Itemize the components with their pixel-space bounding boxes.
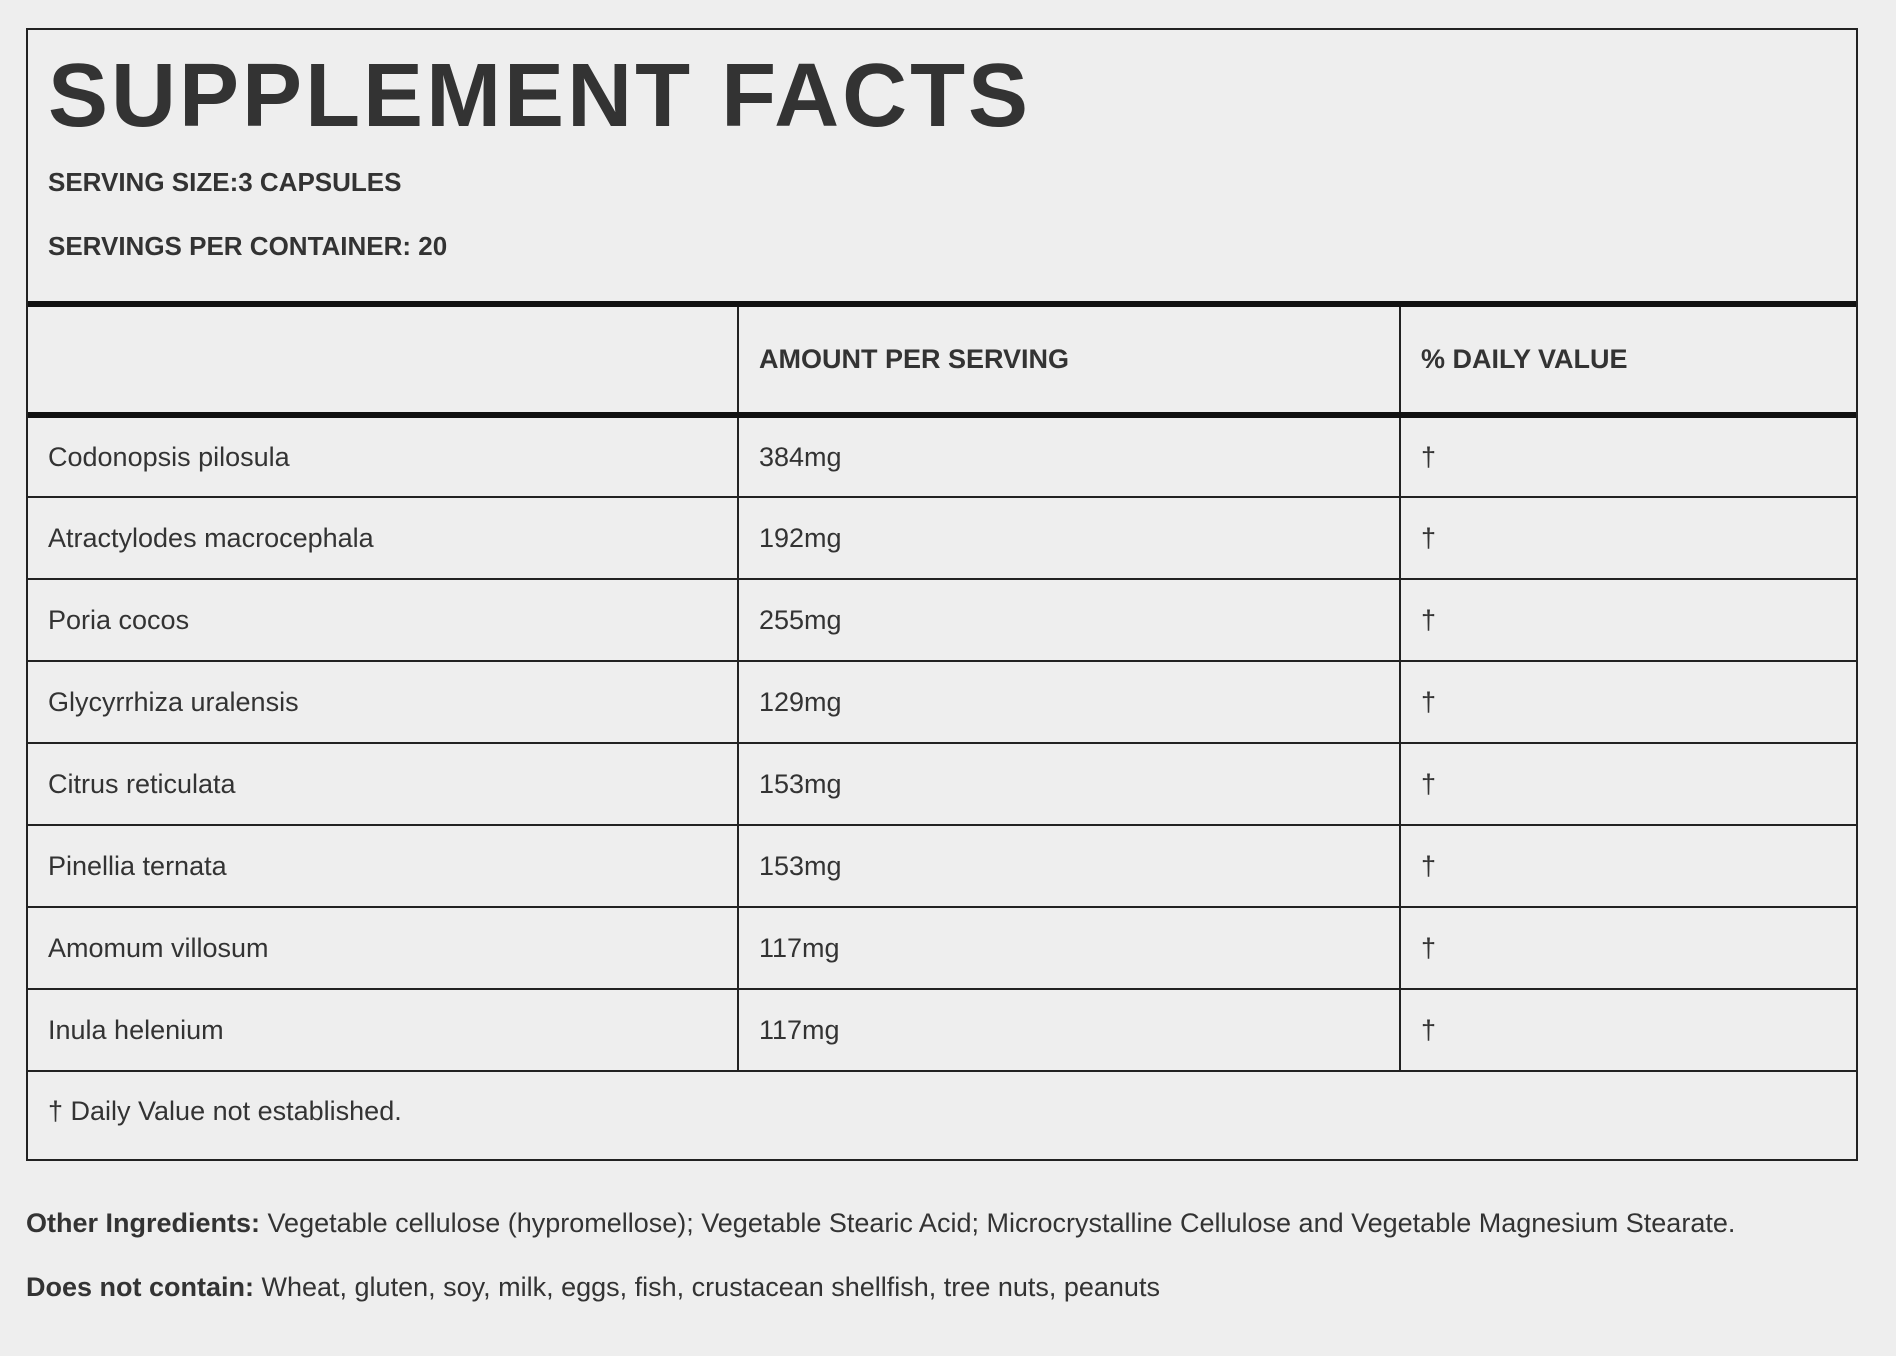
- table-row: [28, 497, 1856, 579]
- page-title: SUPPLEMENT FACTS: [48, 46, 1032, 146]
- does-not-contain-text: Wheat, gluten, soy, milk, eggs, fish, crustacean shellfish, tree nuts, peanuts: [254, 1272, 1160, 1302]
- facts-header: [28, 30, 1856, 307]
- ingredient-name: Atractylodes macrocephala: [28, 497, 738, 579]
- ingredient-name: Codonopsis pilosula: [28, 415, 738, 497]
- ingredient-name: Poria cocos: [28, 579, 738, 661]
- does-not-contain-label: Does not contain:: [26, 1272, 254, 1302]
- table-header-row: [28, 307, 1856, 415]
- footnote-row: [28, 1071, 1856, 1151]
- serving-size: SERVING SIZE:3 CAPSULES: [48, 167, 402, 197]
- ingredient-name: Amomum villosum: [28, 907, 738, 989]
- ingredient-amount: 153mg: [738, 825, 1400, 907]
- table-row: [28, 989, 1856, 1071]
- facts-table: [28, 307, 1856, 1151]
- ingredient-amount: 384mg: [738, 415, 1400, 497]
- ingredient-daily-value: †: [1400, 907, 1856, 989]
- ingredient-daily-value: †: [1400, 825, 1856, 907]
- ingredient-daily-value: †: [1400, 415, 1856, 497]
- ingredient-daily-value: †: [1400, 579, 1856, 661]
- supplement-facts-panel: [26, 28, 1858, 1161]
- does-not-contain: [26, 1270, 1866, 1304]
- ingredient-name: Citrus reticulata: [28, 743, 738, 825]
- ingredient-name: Glycyrrhiza uralensis: [28, 661, 738, 743]
- ingredient-amount: 117mg: [738, 989, 1400, 1071]
- ingredient-daily-value: †: [1400, 661, 1856, 743]
- ingredient-name: Pinellia ternata: [28, 825, 738, 907]
- ingredient-amount: 129mg: [738, 661, 1400, 743]
- servings-per-container: SERVINGS PER CONTAINER: 20: [48, 231, 448, 261]
- table-row: [28, 415, 1856, 497]
- table-row: [28, 661, 1856, 743]
- header-ingredient: [28, 307, 738, 415]
- header-daily-value: % DAILY VALUE: [1400, 307, 1856, 415]
- ingredient-daily-value: †: [1400, 989, 1856, 1071]
- ingredient-amount: 153mg: [738, 743, 1400, 825]
- daily-value-footnote: † Daily Value not established.: [48, 1096, 402, 1126]
- table-row: [28, 825, 1856, 907]
- ingredient-name: Inula helenium: [28, 989, 738, 1071]
- header-amount-per-serving: AMOUNT PER SERVING: [738, 307, 1400, 415]
- table-row: [28, 907, 1856, 989]
- ingredient-amount: 255mg: [738, 579, 1400, 661]
- table-row: [28, 743, 1856, 825]
- other-ingredients-label: Other Ingredients:: [26, 1208, 261, 1238]
- ingredient-daily-value: †: [1400, 743, 1856, 825]
- other-ingredients: [26, 1206, 1866, 1240]
- ingredient-amount: 117mg: [738, 907, 1400, 989]
- ingredient-daily-value: †: [1400, 497, 1856, 579]
- table-row: [28, 579, 1856, 661]
- other-ingredients-text: Vegetable cellulose (hypromellose); Vegetable Stearic Acid; Microcrystalline Cellulose and Vegetable Magnesium Stearate.: [260, 1208, 1736, 1238]
- ingredient-amount: 192mg: [738, 497, 1400, 579]
